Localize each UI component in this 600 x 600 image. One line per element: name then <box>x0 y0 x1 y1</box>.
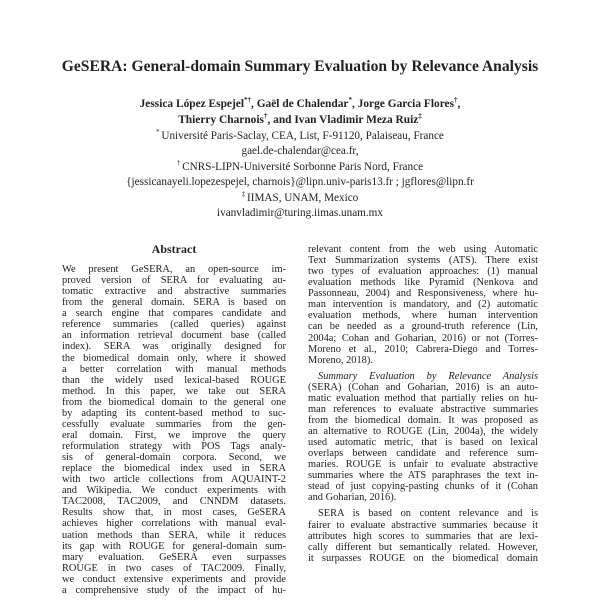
abstract-body <box>62 264 286 596</box>
affiliation-text: {jessicanayeli.lopezespejel, charnois}@lipn.univ-paris13.fr ; jgflores@lipn.fr <box>126 176 474 189</box>
text-line: cally different but semantically related. However, <box>308 541 538 553</box>
author-name: Jessica López Espejel <box>139 98 244 110</box>
text-line: from the biomedical domain to the general one <box>62 396 286 408</box>
text-line: and Wikipedia. We conduct experiments with <box>62 485 286 497</box>
text-line: TAC2008, TAC2009, and CNNDM datasets. <box>62 496 286 508</box>
affiliation-text: CNRS-LIPN-Université Sorbonne Paris Nord, France <box>182 160 424 173</box>
text-line: used automatic metric, that is based on lexical <box>308 437 538 449</box>
text-line: two types of evaluation approaches: (1) manual <box>308 266 538 278</box>
text-line: replace the biomedical index used in SERA <box>62 463 286 475</box>
affil-mark: † <box>454 96 458 104</box>
text-line: sis of general-domain corpora. Second, we <box>62 452 286 464</box>
text-line: the biomedical domain only, where it showed <box>62 352 286 364</box>
text-line: by adapting its content-based method to suc- <box>62 407 286 419</box>
affiliation-line <box>0 144 600 159</box>
affil-mark: ‡ <box>418 111 422 120</box>
text-line: Text Summarization systems (ATS). There exist <box>308 255 538 267</box>
affiliation-text: gael.de-chalendar@cea.fr, <box>241 145 359 158</box>
text-line: (SERA) (Cohan and Goharian, 2016) is an auto- <box>308 381 538 393</box>
text-line: an alternative to ROUGE (Lin, 2004a), the widely <box>308 426 538 437</box>
affiliation-line <box>0 129 600 144</box>
author-name: Thierry Charnois <box>178 113 264 126</box>
text-line: it surpasses ROUGE on the biomedical domain <box>308 552 538 564</box>
author-line-2 <box>0 113 600 129</box>
affiliations <box>0 129 600 221</box>
text-line: fairer to evaluate abstractive summaries because it <box>308 519 538 531</box>
text-line: Results show that, in most cases, GeSERA <box>62 507 286 519</box>
text-line: we conduct extensive experiments and provide <box>62 573 286 585</box>
affiliation-text: Université Paris-Saclay, CEA, List, F-91120, Palaiseau, France <box>161 130 444 142</box>
text-line: a search engine that compares candidate and <box>62 308 286 320</box>
text-line: maries. ROUGE is unfair to evaluate abstractive <box>308 459 538 471</box>
affiliation-text: IIMAS, UNAM, Mexico <box>247 191 359 204</box>
text-line: Moreno et al., 2010; Cabrera-Diego and Torres- <box>308 343 538 355</box>
text-line: stead of just copying-pasting chunks of it (Cohan <box>308 481 538 493</box>
affiliation-text: ivanvladimir@turing.iimas.unam.mx <box>217 207 383 220</box>
text-line: reformulation strategy with POS Tags analy- <box>62 441 286 452</box>
affil-mark: *† <box>244 96 251 104</box>
affil-mark: * <box>348 96 352 104</box>
text-line: 2004a; Cohan and Goharian, 2016) or not (Torres- <box>308 332 538 344</box>
text-line: We present GeSERA, an open-source im- <box>62 264 286 275</box>
text-line: eral domain. First, we improve the query <box>62 429 286 441</box>
affiliation-line <box>0 191 600 206</box>
text-line <box>308 371 538 382</box>
text-line: its gap with ROUGE for general-domain sum- <box>62 540 286 552</box>
text-line: relevant content from the web using Automatic <box>308 244 538 255</box>
text-line: and Goharian, 2016). <box>308 492 397 504</box>
text-line: uation methods than SERA, while it reduces <box>62 529 286 541</box>
text-line: with two article collections from AQUAINT-2 <box>62 474 286 486</box>
text-line: summaries where the ATS paraphrases the text in- <box>308 470 538 482</box>
text-line: proved version of SERA for evaluating au- <box>62 275 286 287</box>
author-name: , Jorge Garcia Flores <box>351 98 455 110</box>
affil-mark: * <box>156 128 162 136</box>
text-line: man references to evaluate abstractive summaries <box>308 403 538 415</box>
text-line: overlaps between candidate and reference sum- <box>308 448 538 460</box>
text-line: from the biomedical domain. It was proposed as <box>308 414 538 426</box>
author-list <box>0 97 600 128</box>
text-line: an information retrieval document base (called <box>62 330 286 342</box>
text-line: can be needed as a ground-truth reference (Lin, <box>308 321 538 333</box>
text-line: tomatic extractive and abstractive summaries <box>62 286 286 298</box>
text-line: attributes high scores to summaries that are lexi- <box>308 530 538 542</box>
introduction-body <box>308 244 538 564</box>
text-line: method. In this paper, we take out SERA <box>62 385 286 397</box>
affil-mark: ‡ <box>241 189 247 198</box>
text-line: a better correlation with manual methods <box>62 363 286 375</box>
author-name: , Gaël de Chalendar <box>251 98 349 110</box>
text-line: achieves higher correlations with manual eval- <box>62 518 286 530</box>
text-line: cessfully evaluate summaries from the gen- <box>62 418 286 430</box>
affiliation-line <box>0 206 600 221</box>
text-line: man intervention is mandatory, and (2) automatic <box>308 299 538 311</box>
author-line-1 <box>0 97 600 113</box>
separator: , <box>457 98 461 110</box>
paper-title: GeSERA: General-domain Summary Evaluation by Relevance Analysis <box>61 58 539 75</box>
text-line: a comprehensive study of the impact of hu- <box>62 584 286 596</box>
abstract-heading: Abstract <box>151 242 197 256</box>
text-line: evaluation methods like Pyramid (Nenkova and <box>308 277 538 289</box>
affiliation-line <box>0 175 600 190</box>
text-line: evaluation methods, where human intervention <box>308 310 538 322</box>
text-line: ROUGE in two cases of TAC2009. Finally, <box>62 562 286 574</box>
text-line: index). SERA was originally designed for <box>62 341 286 353</box>
text-line: than the widely used lexical-based ROUGE <box>62 374 286 386</box>
affil-mark: † <box>176 158 183 167</box>
text-line: mary evaluation. GeSERA even surpasses <box>62 551 286 563</box>
affil-mark: † <box>263 111 268 120</box>
text-line: Moreno, 2018). <box>308 354 373 366</box>
text-line: matic evaluation method that partially relies on hu- <box>308 392 538 404</box>
text-line: reference summaries (called queries) against <box>62 319 286 331</box>
author-name: , and Ivan Vladimir Meza Ruiz <box>267 113 419 126</box>
text-line: Passonneau, 2004) and Responsiveness, where hu- <box>308 288 538 300</box>
text-line: from the general domain. SERA is based on <box>62 297 286 309</box>
affiliation-line <box>0 160 600 175</box>
italic-term: Summary Evaluation by Relevance Analysis <box>318 370 538 382</box>
text-line: SERA is based on content relevance and is <box>318 508 538 520</box>
